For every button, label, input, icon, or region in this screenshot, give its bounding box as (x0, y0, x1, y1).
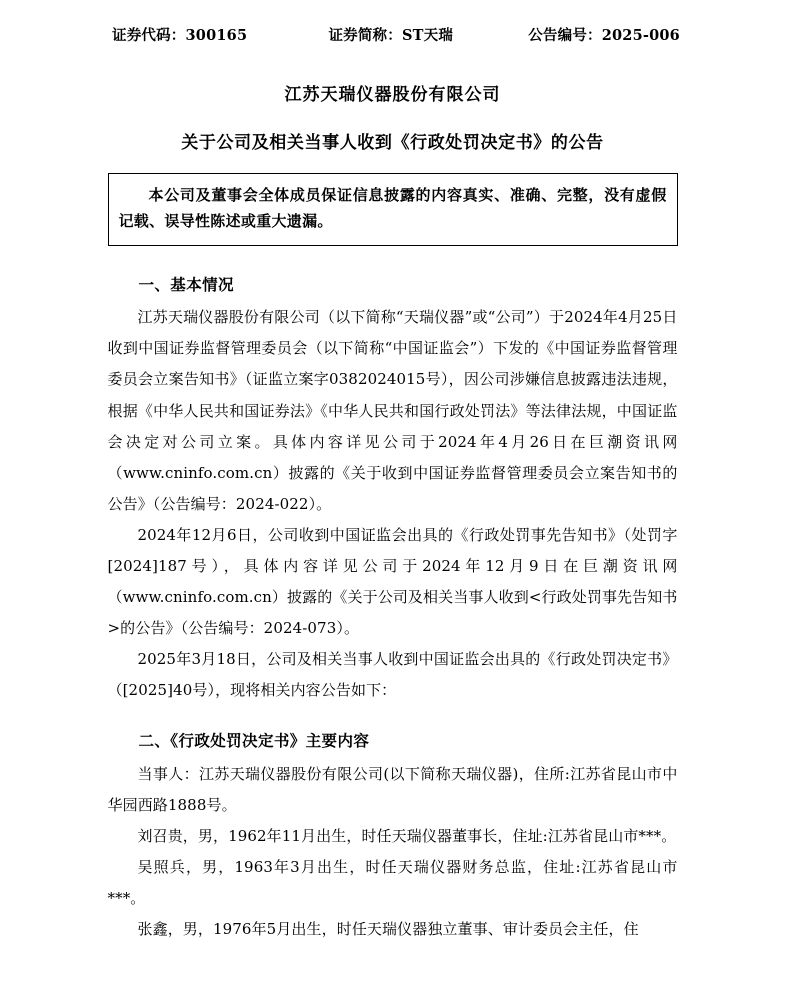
announcement-title: 关于公司及相关当事人收到《行政处罚决定书》的公告 (181, 132, 604, 153)
section-spacer (108, 706, 678, 716)
paragraph: 张鑫，男，1976年5月出生，时任天瑞仪器独立董事、审计委员会主任，住 (137, 919, 639, 938)
announcement-number: 公告编号：2025-006 (528, 27, 680, 44)
document-body (108, 246, 678, 945)
section-decision-content (108, 725, 678, 945)
paragraph: 当事人：江苏天瑞仪器股份有限公司(以下简称天瑞仪器)，住所:江苏省昆山市中华园西路1888号。 (107, 764, 678, 814)
title-block (0, 83, 785, 156)
paragraph: 2025年3月18日，公司及相关当事人收到中国证监会出具的《行政处罚决定书》（[2025]40号），现将相关内容公告如下： (107, 649, 678, 699)
paragraph: 江苏天瑞仪器股份有限公司（以下简称“天瑞仪器”或“公司”）于2024年4月25日收到中国证券监督管理委员会（以下简称“中国证监会”）下发的《中国证券监督管理委员会立案告知书》（证监立案字0382024015号），因公司涉嫌信息披露违法违规，根据《中华人民共和国证券法》《中华人民共和国行政处罚法》等法律法规，中国证监会决定对公司立案。具体内容详见公司于2024年4月26日在巨潮资讯网（www.cninfo.com.cn）披露的《关于收到中国证券监督管理委员会立案告知书的公告》（公告编号：2024-022）。 (107, 308, 678, 513)
section-heading: 一、基本情况 (138, 274, 234, 294)
disclaimer-box (108, 173, 678, 246)
paragraph: 2024年12月6日，公司收到中国证监会出具的《行政处罚事先告知书》（处罚字[2024]187号），具体内容详见公司于2024年12月9日在巨潮资讯网（www.cninfo.com.cn）披露的《关于公司及相关当事人收到<行政处罚事先告知书>的公告》（公告编号：2024-073）。 (107, 525, 678, 637)
disclaimer-text: 本公司及董事会全体成员保证信息披露的内容真实、准确、完整，没有虚假记载、误导性陈述或重大遗漏。 (118, 186, 667, 230)
section-basic-situation (108, 269, 678, 706)
company-title: 江苏天瑞仪器股份有限公司 (284, 85, 501, 105)
document-header (0, 0, 785, 45)
security-name: 证券简称：ST天瑞 (328, 27, 454, 44)
paragraph: 刘召贵，男，1962年11月出生，时任天瑞仪器董事长，住址:江苏省昆山市***。 (137, 826, 677, 845)
section-heading: 二、《行政处罚决定书》主要内容 (138, 730, 370, 750)
security-code: 证券代码：300165 (112, 27, 248, 44)
paragraph: 吴照兵，男，1963年3月出生，时任天瑞仪器财务总监，住址:江苏省昆山市***。 (107, 857, 678, 907)
